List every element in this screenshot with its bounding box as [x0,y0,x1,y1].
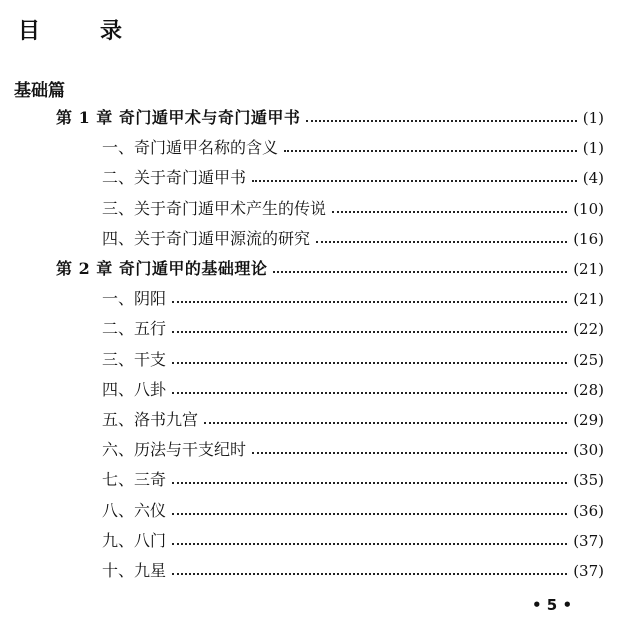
toc-item-row[interactable] [102,438,604,462]
toc-chapter-row[interactable] [56,106,604,130]
toc-page-number: (4) [582,169,604,188]
toc-page-number: (30) [573,441,604,460]
title-char-2: 录 [100,19,123,44]
dot-leader [306,120,576,122]
dot-leader [316,241,567,243]
toc-page-number: (22) [573,320,604,339]
toc-page-number: (28) [573,380,604,399]
dot-leader [172,392,567,394]
dot-leader [172,573,567,575]
toc-entry-title: 四、八卦 [102,379,167,399]
dot-leader [252,180,577,182]
toc-item-row[interactable] [102,136,604,160]
toc-page-number: (1) [582,139,604,158]
toc-entry-title: 二、五行 [102,319,167,339]
section-heading: 基础篇 [14,81,65,101]
toc-item-row[interactable] [102,317,604,341]
toc-item-row[interactable] [102,166,604,190]
dot-leader [273,271,567,273]
toc-page-number: (1) [582,109,604,127]
dot-leader [172,513,567,515]
page-number: • 5 • [532,596,573,614]
toc-page-number: (37) [573,531,604,550]
dot-leader [172,331,567,333]
toc-page-number: (37) [573,562,604,580]
dot-leader [204,422,567,424]
toc-entry-title: 第 2 章 奇门遁甲的基础理论 [56,259,268,278]
toc-page-number: (16) [573,229,604,248]
toc-entry-title: 六、历法与干支纪时 [102,440,247,460]
toc-item-row[interactable] [102,287,604,311]
toc-item-row[interactable] [102,408,604,432]
toc-item-row[interactable] [102,559,604,583]
dot-leader [332,211,567,213]
toc-entry-title: 一、阴阳 [102,289,167,309]
toc-item-row[interactable] [102,227,604,251]
toc-item-row[interactable] [102,197,604,221]
dot-leader [172,482,567,484]
toc-entry-title: 五、洛书九宫 [102,410,199,429]
page-title [18,14,123,45]
toc-entry-title: 四、关于奇门遁甲源流的研究 [102,228,311,248]
toc-page-number: (29) [573,411,604,429]
toc-page-number: (25) [573,350,604,369]
toc-item-row[interactable] [102,529,604,553]
toc-item-row[interactable] [102,468,604,492]
toc-entry-title: 三、关于奇门遁甲术产生的传说 [102,198,327,218]
toc-item-row[interactable] [102,348,604,372]
title-char-1: 目 [18,19,41,44]
toc-item-row[interactable] [102,378,604,402]
toc-entry-title: 十、九星 [102,561,167,580]
toc-entry-title: 二、关于奇门遁甲书 [102,168,247,188]
toc-entry-title: 一、奇门遁甲名称的含义 [102,138,279,158]
dot-leader [172,543,567,545]
toc-item-row[interactable] [102,499,604,523]
dot-leader [284,150,577,152]
dot-leader [252,452,567,454]
dot-leader [172,301,567,303]
toc-entry-title: 三、干支 [102,349,167,369]
toc-page-number: (35) [573,471,604,490]
toc-entry-title: 七、三奇 [102,470,167,490]
toc-entry-title: 八、六仪 [102,500,167,520]
toc-entry-title: 第 1 章 奇门遁甲术与奇门遁甲书 [56,108,301,127]
toc-page-number: (10) [573,199,604,218]
toc-page-number: (36) [573,501,604,520]
toc-page-number: (21) [573,260,604,278]
toc-page-number: (21) [573,290,604,309]
toc-chapter-row[interactable] [56,257,604,281]
dot-leader [172,362,567,364]
toc-entry-title: 九、八门 [102,530,167,550]
